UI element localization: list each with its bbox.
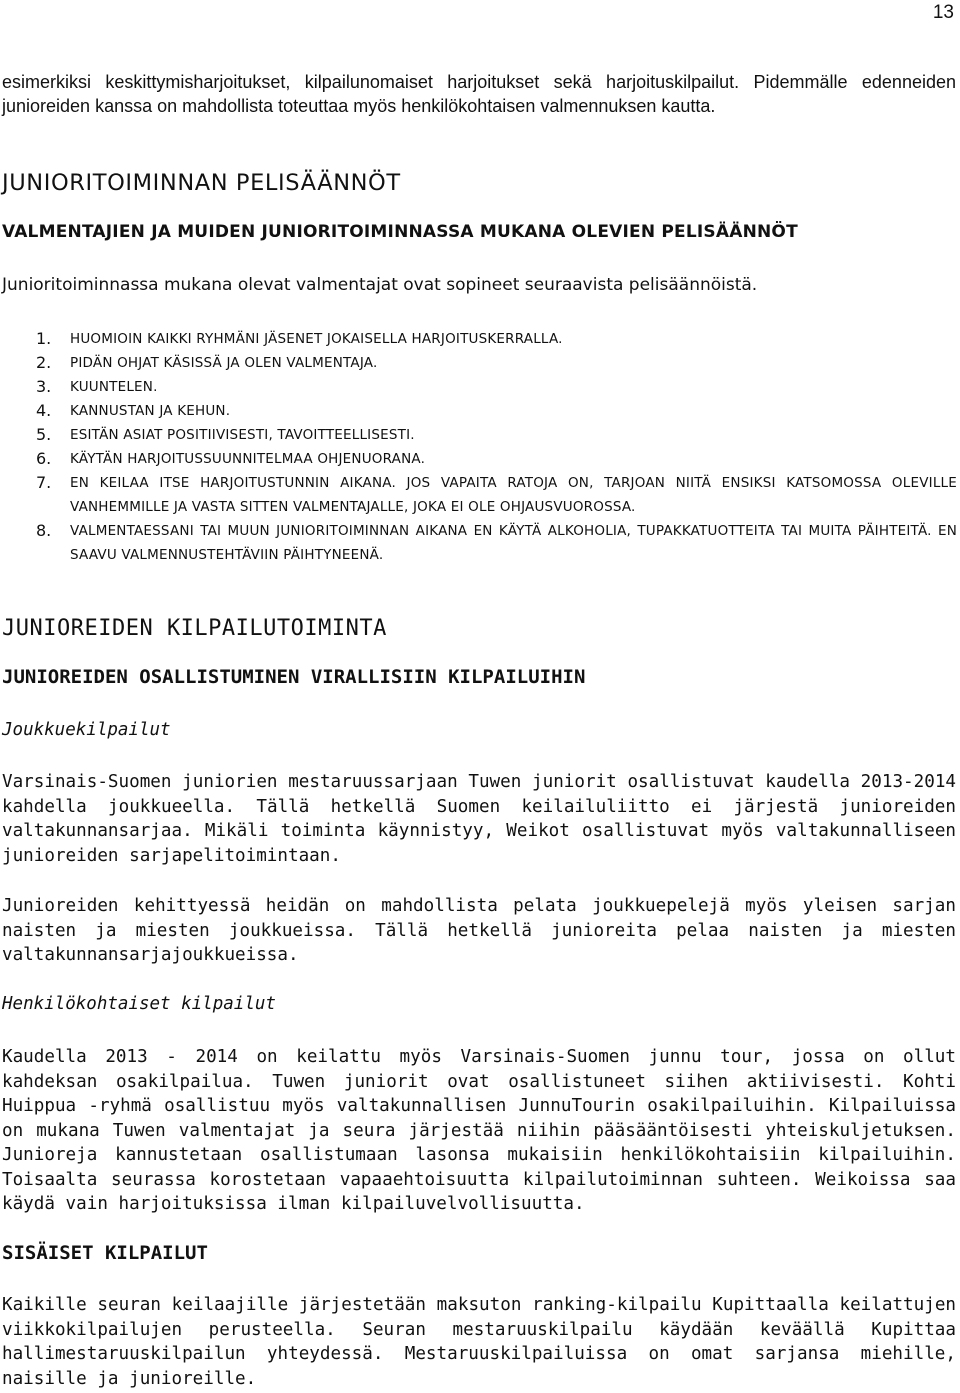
rule-text: EN KEILAA ITSE HARJOITUSTUNNIN AIKANA. JOS VAPAITA RATOJA ON, TARJOAN NIITÄ ENSIKSI KATSOMOSSA OLEVILLE VANHEMMILLE JA VASTA SITTEN VALMENTAJALLE, JOKA EI OLE OHJAUSVUOROSSA. bbox=[70, 475, 957, 515]
rule-number: 5. bbox=[36, 425, 52, 444]
rule-text: ESITÄN ASIAT POSITIIVISESTI, TAVOITTEELLISESTI. bbox=[70, 427, 415, 443]
rule-item bbox=[36, 471, 957, 519]
rule-text: VALMENTAESSANI TAI MUUN JUNIORITOIMINNAN AIKANA EN KÄYTÄ ALKOHOLIA, TUPAKKATUOTTEITA TAI MUITA PÄIHTEITÄ. EN SAAVU VALMENNUSTEHTÄVIIN PÄIHTYNEENÄ. bbox=[70, 523, 957, 563]
section-title-competitions: JUNIOREIDEN KILPAILUTOIMINTA bbox=[2, 616, 387, 641]
rules-lead: Junioritoiminnassa mukana olevat valmentajat ovat sopineet seuraavista pelisäännöistä. bbox=[2, 275, 758, 295]
rules-list bbox=[36, 327, 957, 567]
rule-number: 2. bbox=[36, 353, 52, 372]
rule-item bbox=[36, 519, 957, 567]
team-paragraph-1: Varsinais-Suomen juniorien mestaruussarjaan Tuwen juniorit osallistuvat kaudella 2013-2014 kahdella joukkueella. Tällä hetkellä Suomen keilailuliitto ei järjestä junioreiden valtakunnansarjaa. Mikäli toiminta käynnistyy, Weikot osallistuvat myös valtakunnalliseen junioreiden sarjapelitoimintaan. bbox=[2, 772, 956, 866]
section-title-rules: JUNIORITOIMINNAN PELISÄÄNNÖT bbox=[2, 170, 401, 196]
rule-item bbox=[36, 327, 957, 351]
internal-paragraph: Kaikille seuran keilaajille järjestetään maksuton ranking-kilpailu Kupittaalla keilattujen viikkokilpailujen perusteella. Seuran mestaruuskilpailu käydään keväällä Kupittaa hallimestaruuskilpailun yhteydessä. Mestaruuskilpailuissa on omat sarjansa miehille, naisille ja junioreille. bbox=[2, 1295, 956, 1389]
intro-paragraph: esimerkiksi keskittymisharjoitukset, kilpailunomaiset harjoitukset sekä harjoituskilpailut. Pidemmälle edenneiden junioreiden kanssa on mahdollista toteuttaa myös henkilökohtaisen valmennuksen kautta. bbox=[2, 72, 956, 116]
team-paragraph-2: Junioreiden kehittyessä heidän on mahdollista pelata joukkuepelejä myös yleisen sarjan naisten ja miesten joukkueissa. Tällä hetkellä junioreita pelaa naisten ja miesten valtakunnansarjajoukkueissa. bbox=[2, 896, 956, 965]
rule-item bbox=[36, 447, 957, 471]
page-number: 13 bbox=[932, 2, 954, 23]
section-subtitle-rules: VALMENTAJIEN JA MUIDEN JUNIORITOIMINNASSA MUKANA OLEVIEN PELISÄÄNNÖT bbox=[2, 222, 798, 242]
internal-heading: SISÄISET KILPAILUT bbox=[2, 1242, 208, 1264]
rule-number: 6. bbox=[36, 449, 52, 468]
rule-item bbox=[36, 351, 957, 375]
rule-number: 1. bbox=[36, 329, 52, 348]
rule-number: 3. bbox=[36, 377, 52, 396]
individual-paragraph: Kaudella 2013 - 2014 on keilattu myös Varsinais-Suomen junnu tour, jossa on ollut kahdeksan osakilpailua. Tuwen juniorit ovat osallistuneet siihen aktiivisesti. Kohti Huippua -ryhmä osallistuu myös valtakunnallisen JunnuTourin osakilpailuihin. Kilpailuissa on mukana Tuwen valmentajat ja seura järjestää niihin pääsääntöisesti yhteiskuljetuksen. Junioreja kannustetaan osallistumaan lasonsa mukaisiin henkilökohtaisiin kilpailuihin. Toisaalta seurassa korostetaan vapaaehtoisuutta kilpailutoiminnan suhteen. Weikoissa saa käydä vain harjoituksissa ilman kilpailuvelvollisuutta. bbox=[2, 1047, 956, 1214]
rule-number: 4. bbox=[36, 401, 52, 420]
section-subtitle-competitions: JUNIOREIDEN OSALLISTUMINEN VIRALLISIIN KILPAILUIHIN bbox=[2, 666, 586, 688]
individual-heading: Henkilökohtaiset kilpailut bbox=[2, 994, 276, 1014]
rule-item bbox=[36, 399, 957, 423]
rule-text: PIDÄN OHJAT KÄSISSÄ JA OLEN VALMENTAJA. bbox=[70, 355, 378, 371]
rule-item bbox=[36, 375, 957, 399]
rule-text: KUUNTELEN. bbox=[70, 379, 158, 395]
team-heading: Joukkuekilpailut bbox=[2, 720, 171, 740]
rule-text: HUOMIOIN KAIKKI RYHMÄNI JÄSENET JOKAISELLA HARJOITUSKERRALLA. bbox=[70, 331, 563, 347]
rule-number: 7. bbox=[36, 473, 52, 492]
rule-item bbox=[36, 423, 957, 447]
rule-text: KANNUSTAN JA KEHUN. bbox=[70, 403, 231, 419]
rule-text: KÄYTÄN HARJOITUSSUUNNITELMAA OHJENUORANA. bbox=[70, 451, 426, 467]
rule-number: 8. bbox=[36, 521, 52, 540]
